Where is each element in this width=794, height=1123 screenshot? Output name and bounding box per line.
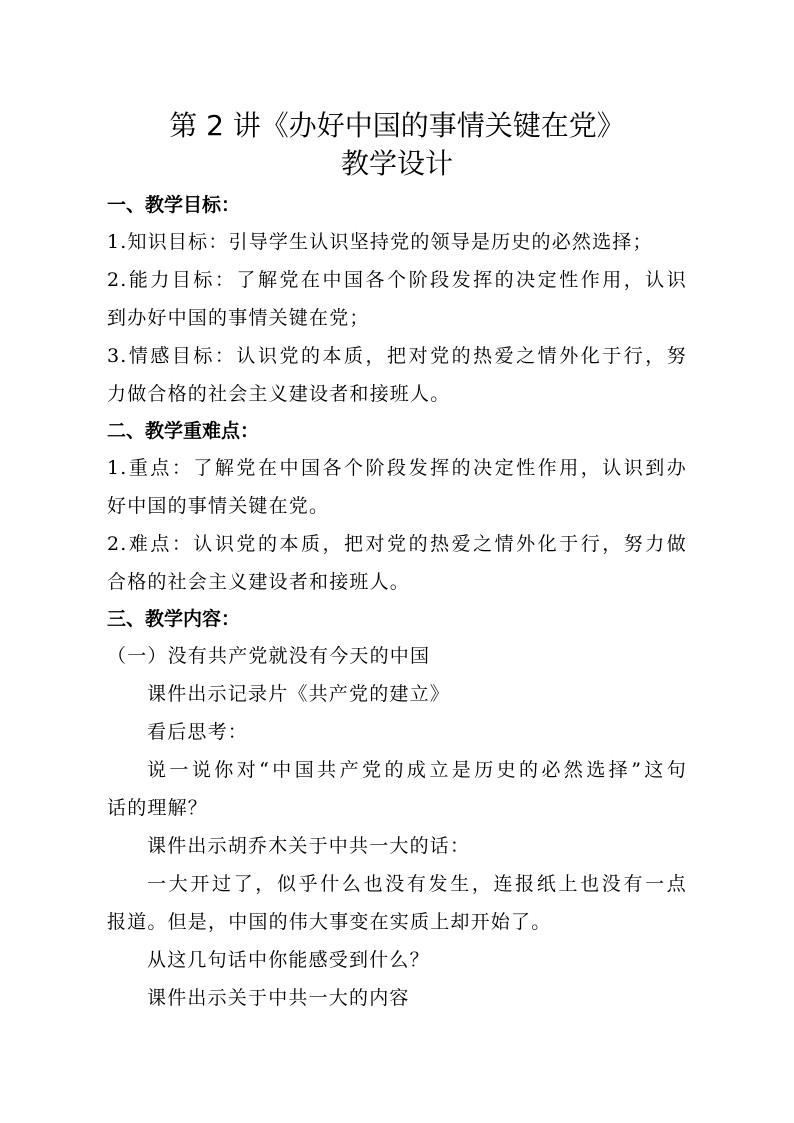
content-line: 从这几句话中你能感受到什么？ <box>147 949 430 971</box>
objective-knowledge: 1.知识目标：引导学生认识坚持党的领导是历史的必然选择； <box>107 231 653 253</box>
content-line: 课件出示胡乔木关于中共一大的话： <box>147 835 471 857</box>
content-line: 课件出示记录片《共产党的建立》 <box>147 683 451 705</box>
objective-emotion-line2: 力做合格的社会主义建设者和接班人。 <box>107 383 451 405</box>
content-line: 看后思考： <box>147 721 249 743</box>
content-line: 课件出示关于中共一大的内容 <box>147 987 410 1009</box>
content-line: 说一说你对“中国共产党的成立是历史的必然选择”这句 <box>147 759 687 781</box>
section-heading-objectives: 一、教学目标： <box>107 194 241 216</box>
difficulty-line2: 合格的社会主义建设者和接班人。 <box>107 571 411 593</box>
document-subtitle: 教学设计 <box>340 147 453 180</box>
content-line: 话的理解？ <box>107 797 209 819</box>
objective-ability-line2: 到办好中国的事情关键在党； <box>107 307 370 329</box>
objective-ability-line1: 2.能力目标：了解党在中国各个阶段发挥的决定性作用，认识 <box>107 269 687 291</box>
content-line: 报道。但是，中国的伟大事变在实质上却开始了。 <box>107 911 552 933</box>
content-subheading: （一）没有共产党就没有今天的中国 <box>107 645 431 667</box>
section-heading-content: 三、教学内容： <box>107 608 241 630</box>
section-heading-key-points: 二、教学重难点： <box>107 420 260 442</box>
difficulty-line1: 2.难点：认识党的本质，把对党的热爱之情外化于行，努力做 <box>107 533 687 555</box>
key-point-line1: 1.重点：了解党在中国各个阶段发挥的决定性作用，认识到办 <box>107 457 687 479</box>
objective-emotion-line1: 3.情感目标：认识党的本质，把对党的热爱之情外化于行，努 <box>107 345 687 367</box>
content-line: 一大开过了，似乎什么也没有发生，连报纸上也没有一点 <box>147 873 687 895</box>
document-title: 第 2 讲《办好中国的事情关键在党》 <box>169 109 625 142</box>
key-point-line2: 好中国的事情关键在党。 <box>107 495 330 517</box>
